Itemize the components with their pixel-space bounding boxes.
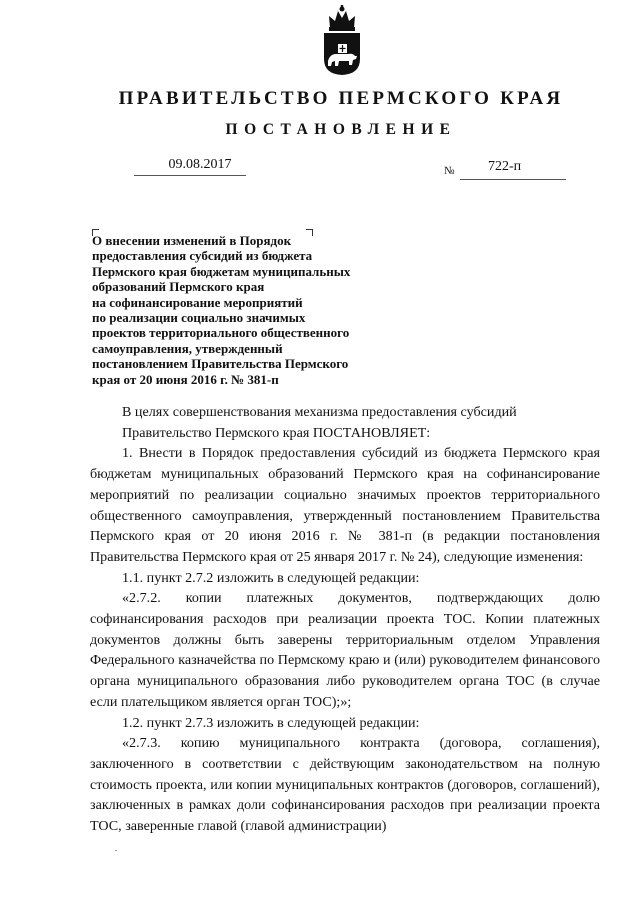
subject-line: самоуправления, утвержденный (92, 340, 283, 356)
date-underline (134, 175, 246, 176)
subject-line: предоставления субсидий из бюджета (92, 248, 313, 264)
subject-line: на софинансирование мероприятий (92, 294, 303, 310)
clause-1: 1. Внести в Порядок предоставления субсидий из бюджета Пермского края бюджетам муниципальных образований Пермского края на софинансирование мероприятий по реализации социально значимых проектов территориального общественного самоуправления, утвержденный постановлением Правительства Пермского края от 20 июня 2016 г. № 381-п (в редакции постановления Правительства Пермского края от 25 января 2017 г. № 24), следующие изменения: (90, 445, 600, 565)
document-body (90, 402, 600, 837)
document-date: 09.08.2017 (168, 157, 232, 172)
subject-line: образований Пермского края (92, 279, 265, 295)
document-number: 722-п (488, 159, 522, 174)
preamble-line-2: Правительство Пермского края ПОСТАНОВЛЯЕТ: (122, 424, 431, 441)
document-type: ПОСТАНОВЛЕНИЕ (225, 121, 457, 138)
number-underline (460, 179, 566, 180)
scan-dot (115, 850, 117, 851)
subject-line: Пермского края бюджетам муниципальных (92, 263, 351, 279)
date-field (134, 157, 246, 176)
subject-line: О внесении изменений в Порядок (92, 233, 292, 248)
clause-1-1: 1.1. пункт 2.7.2 изложить в следующей редакции: (122, 569, 420, 586)
preamble-line-1: В целях совершенствования механизма предоставления субсидий (122, 404, 517, 420)
number-field (444, 161, 566, 181)
document-subject (92, 233, 412, 387)
subject-line: постановлением Правительства Пермского (92, 356, 349, 372)
subject-line: по реализации социально значимых (92, 310, 306, 326)
perm-krai-coat-of-arms-icon (322, 4, 362, 76)
subject-line: проектов территориального общественного (92, 325, 350, 341)
number-sign: № (444, 165, 455, 177)
clause-2-7-3-text: «2.7.3. копию муниципального контракта (договора, соглашения), заключенного в соответствии с действующим законодательством на полную стоимость проекта, или копии муниципальных контрактов (договоров, соглашений), заключенных в рамках доли софинансирования расходов при реализации проекта ТОС, заверенные главой (главой администрации) (90, 735, 600, 835)
clause-1-2: 1.2. пункт 2.7.3 изложить в следующей редакции: (122, 714, 420, 731)
clause-2-7-2-text: «2.7.2. копии платежных документов, подтверждающих долю софинансирования расходов при реализации проекта ТОС. Копии платежных документов должны быть заверены территориальным отделом Управления Федерального казначейства по Пермскому краю и (или) руководителем финансового органа муниципального образования либо руководителем органа ТОС (в случае если плательщиком является орган ТОС);»; (90, 590, 600, 710)
subject-line: края от 20 июня 2016 г. № 381-п (92, 371, 279, 387)
government-title: ПРАВИТЕЛЬСТВО ПЕРМСКОГО КРАЯ (118, 88, 564, 109)
